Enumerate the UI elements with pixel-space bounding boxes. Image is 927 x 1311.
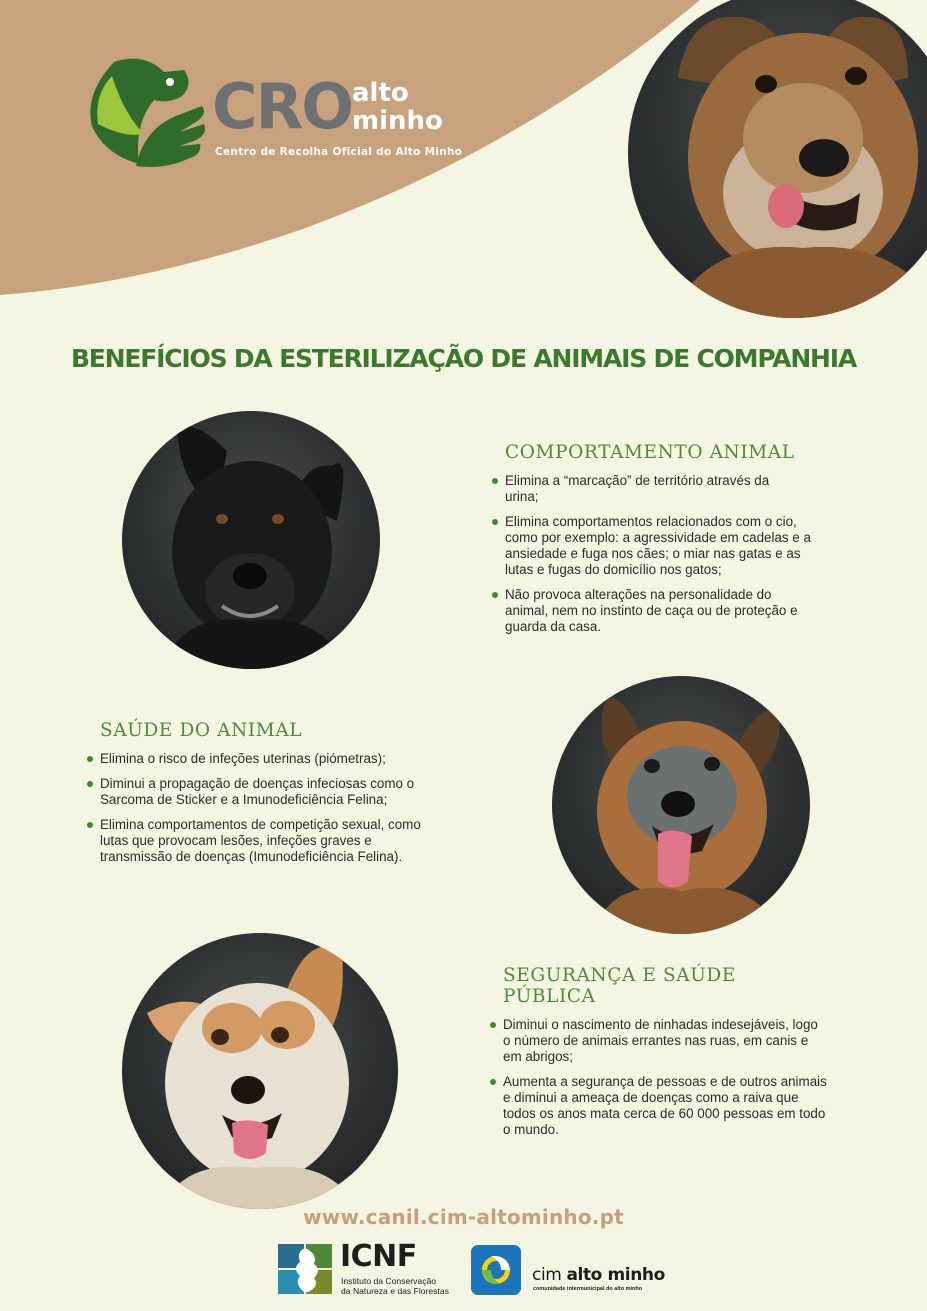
icnf-subtitle: Instituto da Conservação da Natureza e das Florestas: [341, 1276, 449, 1296]
list-item: Diminui a propagação de doenças infeciosas como o Sarcoma de Sticker e a Imunodeficiência Felina;: [87, 776, 435, 808]
cro-alto-minho-logo: [84, 54, 463, 174]
icnf-name: ICNF: [340, 1239, 417, 1274]
cim-subtitle: comunidade intermunicipal do alto minho: [533, 1286, 643, 1292]
black-dog-photo: [122, 411, 380, 669]
cim-alto-minho-logo: [471, 1245, 671, 1297]
dog-and-hand-logo-icon: [84, 54, 206, 172]
list-item: Elimina a “marcação” de território através da urina;: [492, 473, 790, 505]
public-safety-section: [490, 965, 835, 1147]
behaviour-list: [492, 473, 837, 635]
public-safety-list: [490, 1017, 835, 1138]
logo-alto-text: alto: [352, 78, 409, 108]
list-item: Não provoca alterações na personalidade do animal, nem no instinto de caça ou de proteção e guarda da casa.: [492, 587, 805, 635]
health-heading: SAÚDE DO ANIMAL: [100, 720, 303, 741]
page-title: BENEFÍCIOS DA ESTERILIZAÇÃO DE ANIMAIS DE COMPANHIA: [70, 344, 857, 373]
list-item: Diminui o nascimento de ninhadas indesejáveis, logo o número de animais errantes nas ruas, em canis e em abrigos;: [490, 1017, 823, 1065]
public-safety-heading: SEGURANÇA E SAÚDE PÚBLICA: [503, 965, 736, 1007]
website-link[interactable]: www.canil.cim-altominho.pt: [303, 1205, 624, 1229]
list-item: Elimina comportamentos relacionados com o cio, como por exemplo: a agressividade em cadelas e a ansiedade e fuga nos cães; o miar nas gatas e as lutas e fugas do domicílio nos gatos;: [492, 514, 830, 578]
cim-name: cim alto minho: [532, 1265, 665, 1285]
logo-cro-text: CRO: [212, 70, 352, 143]
tan-dog-photo: [552, 676, 810, 934]
logo-subtitle: Centro de Recolha Oficial do Alto Minho: [215, 146, 463, 158]
icnf-leaf-icon: [278, 1244, 334, 1296]
white-dog-photo: [122, 933, 398, 1209]
list-item: Aumenta a segurança de pessoas e de outros animais e diminui a ameaça de doenças como a raiva que todos os anos mata cerca de 60 000 pessoas em todo o mundo.: [490, 1074, 828, 1138]
cim-swirl-icon: [471, 1245, 521, 1295]
icnf-logo: [278, 1239, 458, 1302]
behaviour-section: [492, 442, 837, 644]
logo-minho-text: minho: [352, 106, 443, 136]
behaviour-heading: COMPORTAMENTO ANIMAL: [505, 442, 795, 463]
health-section: [87, 720, 447, 874]
list-item: Elimina o risco de infeções uterinas (piómetras);: [87, 751, 445, 767]
health-list: [87, 751, 447, 865]
list-item: Elimina comportamentos de competição sexual, como lutas que provocam lesões, infeções graves e transmissão de doenças (Imunodeficiência Felina).: [87, 817, 440, 865]
